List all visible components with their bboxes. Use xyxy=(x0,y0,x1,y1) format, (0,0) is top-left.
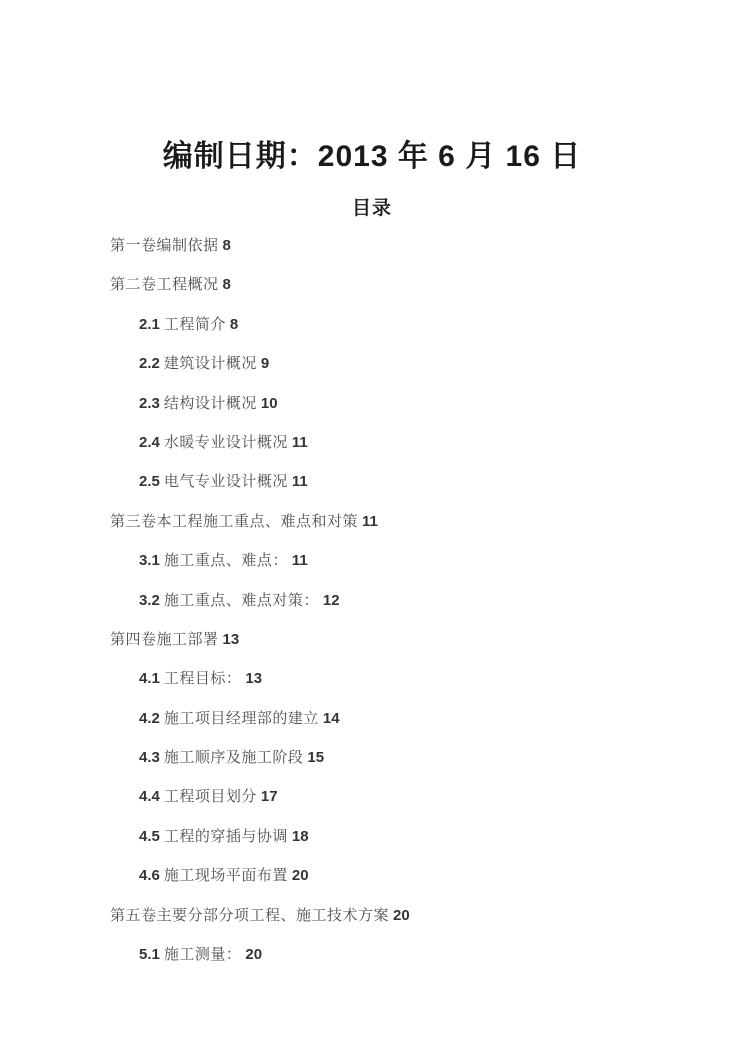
toc-list xyxy=(110,237,744,985)
toc-item-number: 3.1 xyxy=(139,552,160,570)
toc-item xyxy=(110,276,744,315)
toc-item-label: 电气专业设计概况 xyxy=(163,473,288,491)
toc-item-label: 工程项目划分 xyxy=(163,788,257,806)
toc-item-page-number: 8 xyxy=(222,237,231,254)
toc-item xyxy=(110,631,744,670)
toc-item-page-number: 18 xyxy=(291,827,309,845)
toc-item-number: 4.1 xyxy=(139,670,160,688)
toc-item xyxy=(110,513,744,552)
toc-item-label: 第二卷工程概况 xyxy=(110,276,219,294)
toc-item xyxy=(110,946,744,985)
toc-item-page-number: 8 xyxy=(222,276,231,294)
toc-item-number: 2.2 xyxy=(139,355,160,373)
toc-item xyxy=(110,749,744,788)
toc-item-page-number: 8 xyxy=(229,315,239,333)
toc-item-number: 2.5 xyxy=(139,473,160,491)
toc-item xyxy=(110,355,744,394)
toc-item xyxy=(110,788,744,827)
toc-item xyxy=(110,434,744,473)
toc-item xyxy=(110,237,744,276)
toc-item-label: 建筑设计概况 xyxy=(163,355,257,373)
toc-item-page-number: 14 xyxy=(322,709,340,727)
toc-item-page-number: 11 xyxy=(291,433,308,451)
toc-item xyxy=(110,473,744,512)
toc-item-label: 水暖专业设计概况 xyxy=(163,433,288,451)
toc-heading: 目录 xyxy=(351,198,392,219)
toc-item xyxy=(110,710,744,749)
toc-item-page-number: 13 xyxy=(245,670,263,688)
toc-item-page-number: 11 xyxy=(291,552,308,570)
toc-item-label: 施工重点、难点： xyxy=(163,552,288,570)
document-date-title: 编制日期：2013 年 6 月 16 日 xyxy=(162,140,582,173)
toc-item-number: 3.2 xyxy=(139,591,160,609)
toc-item-number: 5.1 xyxy=(139,946,160,964)
toc-item-number: 4.3 xyxy=(139,749,160,767)
toc-item-number: 4.4 xyxy=(139,788,160,806)
toc-item-label: 第五卷主要分部分项工程、施工技术方案 xyxy=(110,906,390,924)
toc-item-page-number: 20 xyxy=(291,867,309,885)
toc-item-page-number: 11 xyxy=(362,512,378,530)
toc-item-page-number: 17 xyxy=(260,788,278,806)
toc-item-label: 施工重点、难点对策： xyxy=(163,591,319,609)
toc-item xyxy=(110,592,744,631)
toc-item-label: 工程目标： xyxy=(163,670,242,688)
toc-item-label: 施工现场平面布置 xyxy=(163,867,288,885)
toc-item-number: 4.5 xyxy=(139,827,160,845)
toc-item-number: 4.6 xyxy=(139,867,160,885)
toc-item-label: 第三卷本工程施工重点、难点和对策 xyxy=(110,512,359,530)
toc-item-label: 第一卷编制依据 xyxy=(110,237,219,254)
toc-item-page-number: 20 xyxy=(393,906,410,924)
toc-item-page-number: 10 xyxy=(260,394,278,412)
toc-item-page-number: 20 xyxy=(245,946,263,964)
toc-item-label: 施工顺序及施工阶段 xyxy=(163,749,304,767)
toc-item-label: 工程简介 xyxy=(163,315,226,333)
toc-item xyxy=(110,670,744,709)
toc-item-page-number: 9 xyxy=(260,355,270,373)
toc-item-number: 2.3 xyxy=(139,394,160,412)
toc-item-label: 施工项目经理部的建立 xyxy=(163,709,319,727)
toc-item xyxy=(110,828,744,867)
toc-item xyxy=(110,907,744,946)
toc-item-number: 2.1 xyxy=(139,315,160,333)
toc-item-label: 工程的穿插与协调 xyxy=(163,827,288,845)
toc-item-label: 第四卷施工部署 xyxy=(110,630,219,648)
toc-item-label: 结构设计概况 xyxy=(163,394,257,412)
toc-item xyxy=(110,395,744,434)
toc-item-page-number: 13 xyxy=(222,630,240,648)
toc-item-number: 4.2 xyxy=(139,709,160,727)
toc-item xyxy=(110,552,744,591)
toc-item-page-number: 12 xyxy=(322,591,340,609)
toc-item-label: 施工测量： xyxy=(163,946,242,964)
toc-item xyxy=(110,316,744,355)
toc-item-page-number: 11 xyxy=(291,473,308,491)
toc-item xyxy=(110,867,744,906)
toc-item-number: 2.4 xyxy=(139,433,160,451)
toc-item-page-number: 15 xyxy=(307,749,325,767)
